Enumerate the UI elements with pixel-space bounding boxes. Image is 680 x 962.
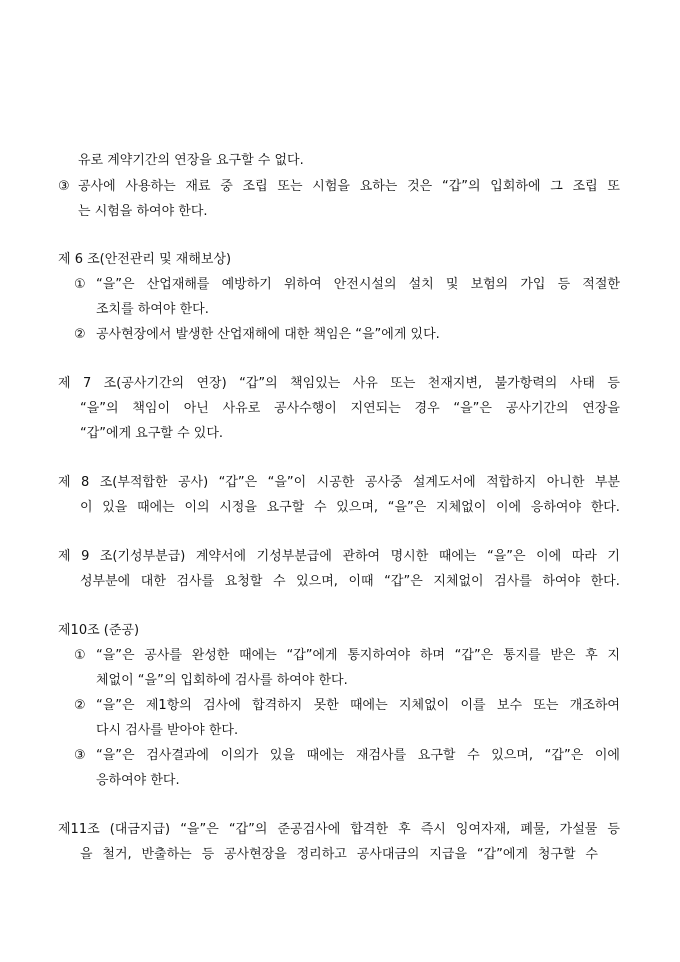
item-marker: ① xyxy=(74,648,86,663)
paragraph-line: 공사현장에서 발생한 산업재해에 대한 책임은 “을”에게 있다. xyxy=(96,327,440,342)
item-marker: ③ xyxy=(74,748,86,763)
paragraph-line: 을 철거, 반출하는 등 공사현장을 정리하고 공사대금의 지급을 “갑”에게 청구할 수 xyxy=(80,847,598,862)
paragraph-line: 체없이 “을”의 입회하에 검사를 하여야 한다. xyxy=(96,673,348,688)
article-heading: 제10조 (준공) xyxy=(58,623,140,638)
article-line: 제 8 조(부적합한 공사) “갑”은 “을”이 시공한 공사중 설계도서에 적합하지 아니한 부분 xyxy=(58,475,620,490)
paragraph-line: 유로 계약기간의 연장을 요구할 수 없다. xyxy=(78,153,304,168)
paragraph-line: “을”은 산업재해를 예방하기 위하여 안전시설의 설치 및 보험의 가입 등 적절한 xyxy=(96,277,620,292)
item-marker: ③ xyxy=(58,179,70,194)
paragraph-line: 다시 검사를 받아야 한다. xyxy=(96,723,239,738)
item-marker: ② xyxy=(74,698,86,713)
paragraph-line: 이 있을 때에는 이의 시정을 요구할 수 있으며, “을”은 지체없이 이에 응하여야 한다. xyxy=(80,500,620,515)
item-marker: ② xyxy=(74,327,86,342)
paragraph-line: 성부분에 대한 검사를 요청할 수 있으며, 이때 “갑”은 지체없이 검사를 하여야 한다. xyxy=(80,574,620,589)
paragraph-line: “을”은 검사결과에 이의가 있을 때에는 재검사를 요구할 수 있으며, “갑”은 이에 xyxy=(96,748,620,763)
paragraph-line: 조치를 하여야 한다. xyxy=(96,302,209,317)
article-line: 제11조 (대금지급) “을”은 “갑”의 준공검사에 합격한 후 즉시 잉여자재, 폐물, 가설물 등 xyxy=(58,822,620,837)
article-line: 제 7 조(공사기간의 연장) “갑”의 책임있는 사유 또는 천재지변, 불가항력의 사태 등 xyxy=(58,376,620,391)
paragraph-line: 공사에 사용하는 재료 중 조립 또는 시험을 요하는 것은 “갑”의 입회하에 그 조립 또 xyxy=(78,179,620,194)
item-marker: ① xyxy=(74,277,86,292)
article-line: 제 9 조(기성부분급) 계약서에 기성부분급에 관하여 명시한 때에는 “을”은 이에 따라 기 xyxy=(58,549,620,564)
paragraph-line: 응하여야 한다. xyxy=(96,773,180,788)
article-heading: 제 6 조(안전관리 및 재해보상) xyxy=(58,252,232,267)
paragraph-line: “을”의 책임이 아닌 사유로 공사수행이 지연되는 경우 “을”은 공사기간의 연장을 xyxy=(80,401,620,416)
paragraph-line: 는 시험을 하여야 한다. xyxy=(78,204,208,219)
paragraph-line: “을”은 공사를 완성한 때에는 “갑”에게 통지하여야 하며 “갑”은 통지를 받은 후 지 xyxy=(96,648,620,663)
paragraph-line: “갑”에게 요구할 수 있다. xyxy=(80,426,224,441)
paragraph-line: “을”은 제1항의 검사에 합격하지 못한 때에는 지체없이 이를 보수 또는 개조하여 xyxy=(96,698,620,713)
